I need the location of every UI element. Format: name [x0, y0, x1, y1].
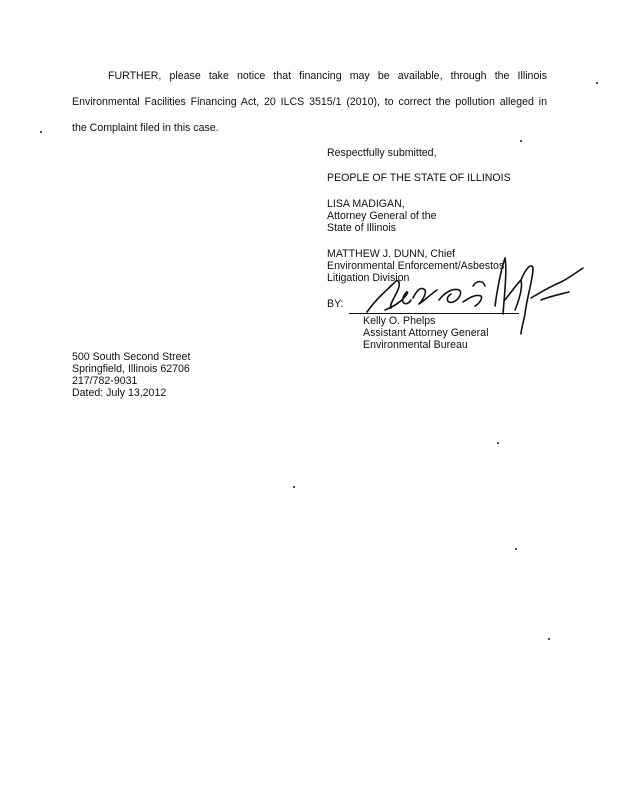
chief-division-line-1: Environmental Enforcement/Asbestos: [327, 260, 505, 272]
scan-speck: [40, 131, 42, 133]
scan-speck: [596, 82, 598, 84]
address-street: 500 South Second Street: [72, 351, 191, 363]
signer-name: Kelly O. Phelps: [363, 315, 436, 327]
by-label: BY:: [327, 298, 344, 310]
closing-text: Respectfully submitted,: [327, 147, 437, 159]
attorney-general-state: State of Illinois: [327, 222, 396, 234]
chief-division-line-2: Litigation Division: [327, 272, 410, 284]
attorney-general-name: LISA MADIGAN,: [327, 198, 405, 210]
address-phone: 217/782-9031: [72, 375, 138, 387]
scan-speck: [515, 548, 517, 550]
party-name: PEOPLE OF THE STATE OF ILLINOIS: [327, 172, 511, 184]
paragraph-line-1: FURTHER, please take notice that financing may be available, through the Illinois: [108, 70, 547, 82]
date-line: Dated: July 13,2012: [72, 387, 167, 399]
chief-name: MATTHEW J. DUNN, Chief: [327, 248, 456, 260]
scan-speck: [293, 486, 295, 488]
address-city: Springfield, Illinois 62706: [72, 363, 190, 375]
scan-speck: [497, 442, 499, 444]
scan-speck: [520, 140, 522, 142]
paragraph-line-3: the Complaint filed in this case.: [72, 122, 219, 134]
signer-bureau: Environmental Bureau: [363, 339, 468, 351]
scan-speck: [548, 638, 550, 640]
signer-title: Assistant Attorney General: [363, 327, 489, 339]
attorney-general-title: Attorney General of the: [327, 210, 437, 222]
paragraph-line-2: Environmental Facilities Financing Act, 20 ILCS 3515/1 (2010), to correct the pollution alleged in: [72, 96, 547, 108]
